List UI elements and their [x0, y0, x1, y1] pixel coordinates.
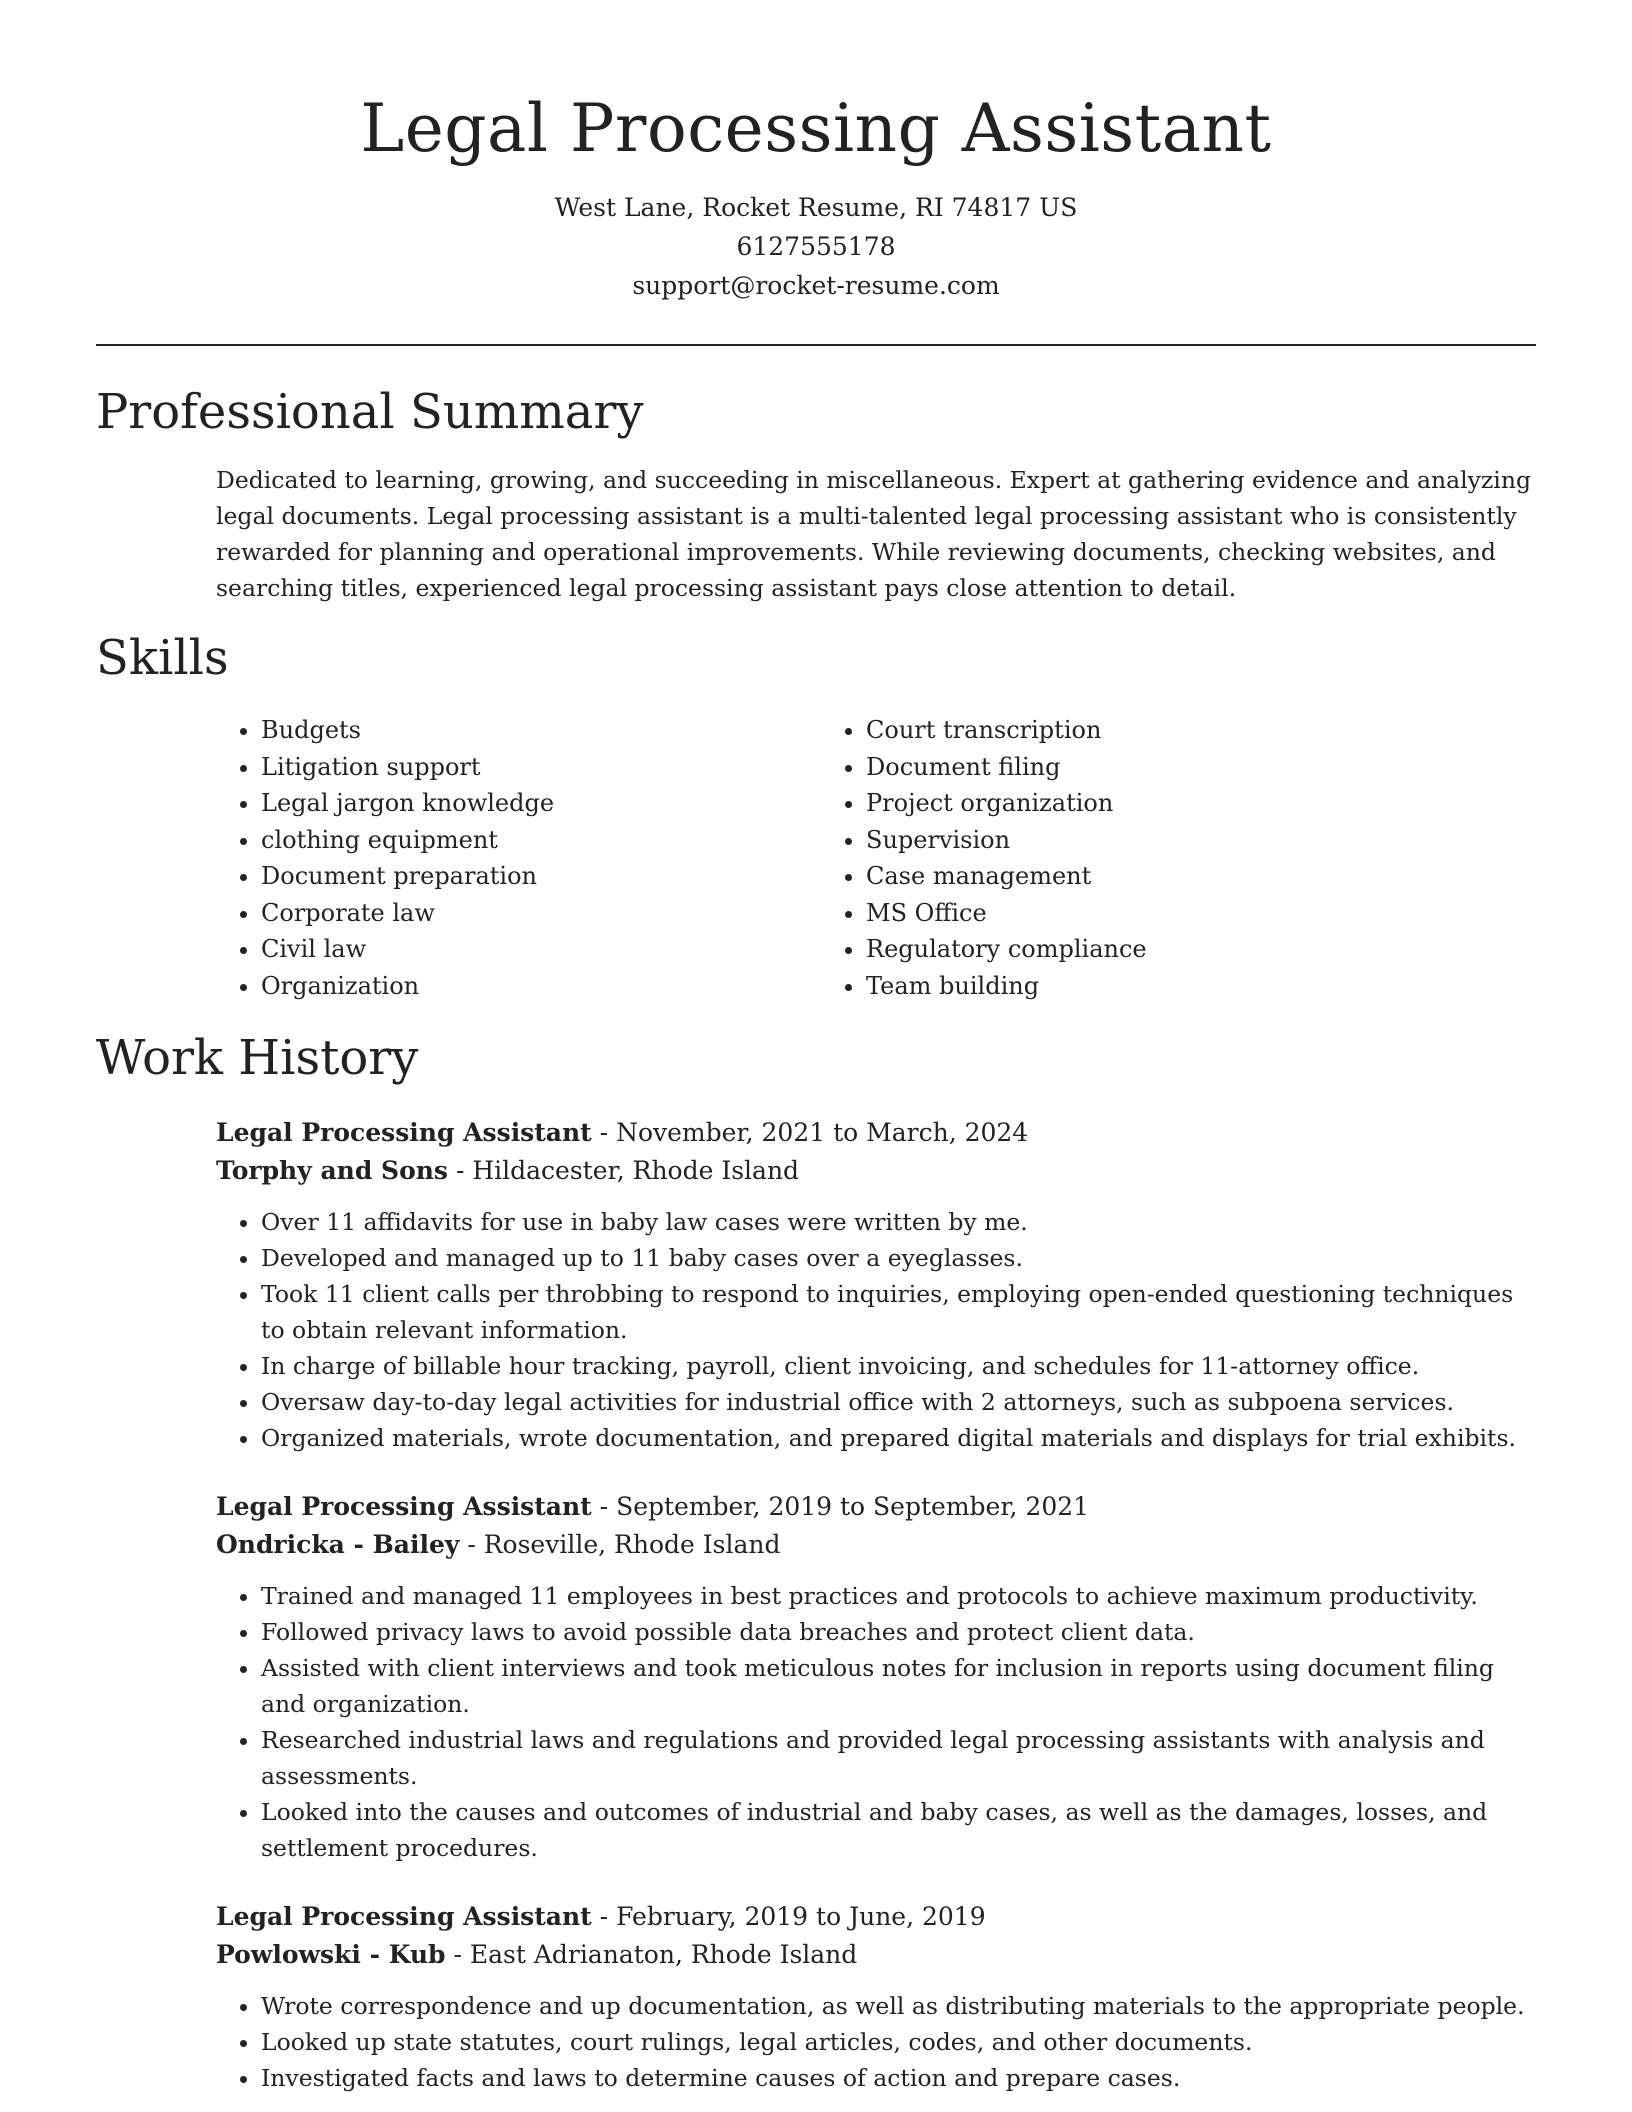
- skill-item: • Project organization: [866, 785, 1426, 822]
- contact-block: [96, 188, 1536, 305]
- skills-list-right: [821, 712, 1426, 1004]
- job-title-line: [216, 1488, 1536, 1526]
- skill-item: • Budgets: [261, 712, 821, 749]
- job-bullet: • Assisted with client interviews and took meticulous notes for inclusion in reports using document filing and organization.: [261, 1650, 1536, 1722]
- job-role: Legal Processing Assistant: [216, 1902, 592, 1931]
- contact-phone: 6127555178: [736, 232, 896, 261]
- job-company: Ondricka - Bailey: [216, 1530, 460, 1559]
- skill-item: • Team building: [866, 968, 1426, 1005]
- job-bullet: • Looked up state statutes, court rulings, legal articles, codes, and other documents.: [261, 2024, 1536, 2060]
- job-company-line: [216, 1152, 1536, 1190]
- skill-item: • Supervision: [866, 822, 1426, 859]
- job-role: Legal Processing Assistant: [216, 1492, 592, 1521]
- skill-item: • MS Office: [866, 895, 1426, 932]
- header-divider: [96, 344, 1536, 346]
- job-bullet: • Looked into the causes and outcomes of industrial and baby cases, as well as the damages, losses, and settlement procedures.: [261, 1794, 1536, 1866]
- contact-address: West Lane, Rocket Resume, RI 74817 US: [554, 193, 1078, 222]
- job-bullets: [216, 1204, 1536, 1456]
- job-bullet: • Oversaw day-to-day legal activities for industrial office with 2 attorneys, such as subpoena services.: [261, 1384, 1536, 1420]
- job-title-line: [216, 1114, 1536, 1152]
- skill-item: • clothing equipment: [261, 822, 821, 859]
- job-company: Powlowski - Kub: [216, 1940, 446, 1969]
- skill-item: • Legal jargon knowledge: [261, 785, 821, 822]
- job-role: Legal Processing Assistant: [216, 1118, 592, 1147]
- job-entry: [216, 1488, 1536, 1866]
- skill-item: • Regulatory compliance: [866, 931, 1426, 968]
- job-entry: [216, 1114, 1536, 1456]
- work-history-heading: Work History: [96, 1030, 419, 1086]
- candidate-name: Legal Processing Assistant: [360, 90, 1272, 167]
- job-company: Torphy and Sons: [216, 1156, 449, 1185]
- job-bullet: • Took 11 client calls per throbbing to respond to inquiries, employing open-ended questioning techniques to obtain relevant information.: [261, 1276, 1536, 1348]
- skill-item: • Court transcription: [866, 712, 1426, 749]
- job-company-line: [216, 1526, 1536, 1564]
- job-location: - Hildacester, Rhode Island: [448, 1156, 800, 1185]
- resume-page: [96, 0, 1536, 2096]
- job-bullet: • Over 11 affidavits for use in baby law cases were written by me.: [261, 1204, 1536, 1240]
- summary-text: Dedicated to learning, growing, and succeeding in miscellaneous. Expert at gathering evidence and analyzing legal documents. Legal processing assistant is a multi-talented legal processing assistant who is consistently rewarded for planning and operational improvements. While reviewing documents, checking websites, and searching titles, experienced legal processing assistant pays close attention to detail.: [216, 466, 1532, 602]
- summary-heading: Professional Summary: [96, 384, 644, 440]
- job-bullet: • Developed and managed up to 11 baby cases over a eyeglasses.: [261, 1240, 1536, 1276]
- skill-item: • Document preparation: [261, 858, 821, 895]
- job-location: - East Adrianaton, Rhode Island: [445, 1940, 858, 1969]
- job-company-line: [216, 1936, 1536, 1974]
- skill-item: • Case management: [866, 858, 1426, 895]
- job-bullet: • Researched industrial laws and regulations and provided legal processing assistants with analysis and assessments.: [261, 1722, 1536, 1794]
- skill-item: • Litigation support: [261, 749, 821, 786]
- job-title-line: [216, 1898, 1536, 1936]
- skills-columns: [216, 712, 1536, 1004]
- job-entry: [216, 1898, 1536, 2096]
- job-bullet: • Trained and managed 11 employees in best practices and protocols to achieve maximum productivity.: [261, 1578, 1536, 1614]
- job-bullets: [216, 1578, 1536, 1866]
- job-bullet: • Wrote correspondence and up documentation, as well as distributing materials to the appropriate people.: [261, 1988, 1536, 2024]
- job-bullet: • Followed privacy laws to avoid possible data breaches and protect client data.: [261, 1614, 1536, 1650]
- job-bullet: • In charge of billable hour tracking, payroll, client invoicing, and schedules for 11-attorney office.: [261, 1348, 1536, 1384]
- job-dates: - November, 2021 to March, 2024: [591, 1118, 1029, 1147]
- skill-item: • Document filing: [866, 749, 1426, 786]
- skills-heading: Skills: [96, 630, 229, 686]
- job-dates: - September, 2019 to September, 2021: [591, 1492, 1090, 1521]
- job-dates: - February, 2019 to June, 2019: [591, 1902, 986, 1931]
- skill-item: • Corporate law: [261, 895, 821, 932]
- job-bullet: • Investigated facts and laws to determine causes of action and prepare cases.: [261, 2060, 1536, 2096]
- contact-email: support@rocket-resume.com: [632, 271, 1000, 300]
- skill-item: • Civil law: [261, 931, 821, 968]
- job-location: - Roseville, Rhode Island: [459, 1530, 781, 1559]
- job-bullets: [216, 1988, 1536, 2096]
- job-bullet: • Organized materials, wrote documentation, and prepared digital materials and displays for trial exhibits.: [261, 1420, 1536, 1456]
- skill-item: • Organization: [261, 968, 821, 1005]
- skills-list-left: [216, 712, 821, 1004]
